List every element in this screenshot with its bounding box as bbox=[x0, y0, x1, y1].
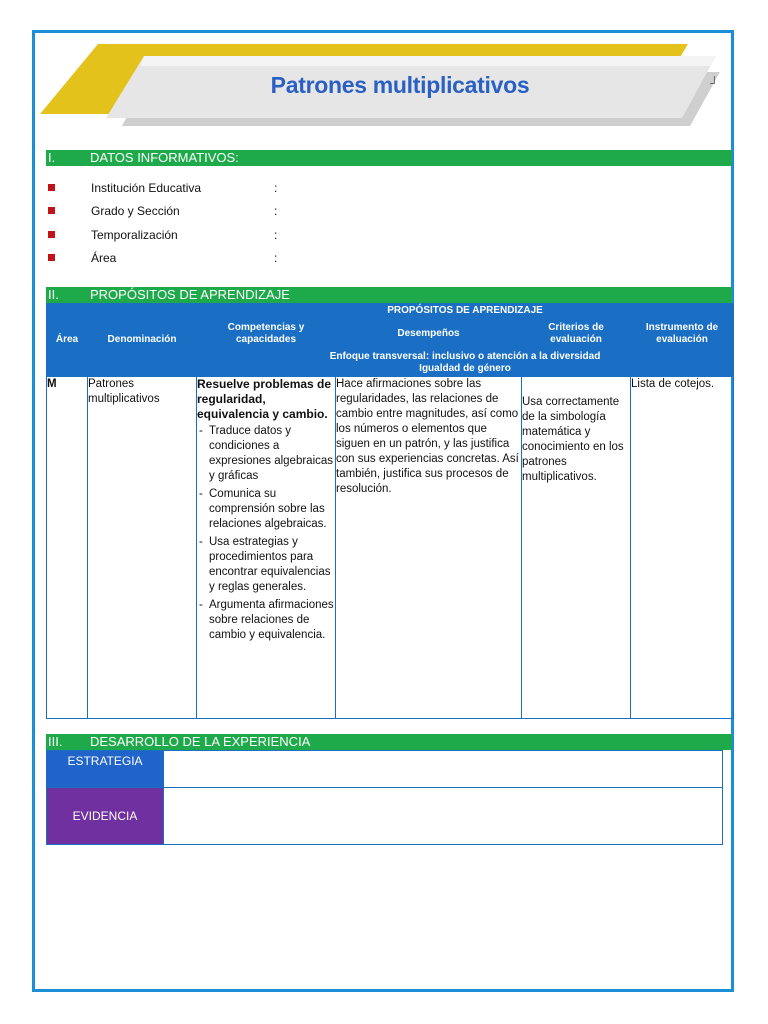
cell-competencias bbox=[197, 377, 336, 719]
section-number: III. bbox=[48, 734, 63, 749]
enfoque-line: Enfoque transversal: inclusivo o atención a la diversidad bbox=[329, 350, 601, 362]
info-colon: : bbox=[274, 251, 278, 265]
info-label: Institución Educativa bbox=[91, 181, 202, 195]
section-label: DATOS INFORMATIVOS: bbox=[90, 150, 239, 165]
cell-desempeno: Hace afirmaciones sobre las regularidades, las relaciones de cambio entre magnitudes, así como los números o elementos que siguen en un patrón, y las justifica con sus experiencias concretas. Así también, justifica sus procesos de resolución. bbox=[336, 377, 522, 719]
info-label: Grado y Sección bbox=[91, 204, 180, 218]
cell-denominacion: Patrones multiplicativos bbox=[88, 377, 197, 719]
page-title: Patrones multiplicativos bbox=[270, 72, 530, 98]
bullet-icon bbox=[48, 254, 55, 261]
section-header-datos bbox=[46, 150, 732, 166]
header-desempenos: Desempeños bbox=[336, 319, 522, 349]
desarrollo-table bbox=[46, 750, 723, 845]
estrategia-label: ESTRATEGIA bbox=[47, 751, 164, 788]
capacidades-list bbox=[197, 424, 335, 643]
competencia-title: Resuelve problemas de regularidad, equivalencia y cambio. bbox=[197, 377, 332, 421]
estrategia-field[interactable] bbox=[164, 751, 723, 788]
header-instrumento: Instrumento de evaluación bbox=[631, 319, 734, 349]
enfoque-line: Igualdad de género bbox=[419, 362, 511, 374]
cell-instrumento: Lista de cotejos. bbox=[631, 377, 734, 719]
enfoque-transversal bbox=[197, 349, 734, 377]
section-number: II. bbox=[48, 287, 59, 302]
info-colon: : bbox=[274, 228, 278, 242]
header-criterios: Criterios de evaluación bbox=[522, 319, 631, 349]
corner-mark: ┘ bbox=[710, 76, 719, 90]
propositos-table bbox=[46, 303, 734, 719]
cell-area: M bbox=[47, 377, 88, 719]
bullet-icon bbox=[48, 231, 55, 238]
list-item: - Usa estrategias y procedimientos para encontrar equivalencias y reglas generales. bbox=[197, 535, 335, 595]
info-colon: : bbox=[274, 204, 278, 218]
info-label: Temporalización bbox=[91, 228, 178, 242]
bullet-icon bbox=[48, 184, 55, 191]
section-header-desarrollo bbox=[46, 734, 732, 750]
header-propositos: PROPÓSITOS DE APRENDIZAJE bbox=[197, 304, 734, 319]
list-item: - Comunica su comprensión sobre las relaciones algebraicas. bbox=[197, 487, 335, 532]
bullet-icon bbox=[48, 207, 55, 214]
list-item: - Argumenta afirmaciones sobre relaciones de cambio y equivalencia. bbox=[197, 598, 335, 643]
list-item: - Traduce datos y condiciones a expresiones algebraicas y gráficas bbox=[197, 424, 335, 484]
evidencia-field[interactable] bbox=[164, 788, 723, 845]
header-area: Área bbox=[47, 304, 88, 377]
section-number: I. bbox=[48, 150, 56, 165]
info-colon: : bbox=[274, 181, 278, 195]
section-label: PROPÓSITOS DE APRENDIZAJE bbox=[90, 287, 290, 302]
header-competencias: Competencias y capacidades bbox=[197, 319, 336, 349]
evidencia-label: EVIDENCIA bbox=[47, 788, 164, 845]
section-label: DESARROLLO DE LA EXPERIENCIA bbox=[90, 734, 311, 749]
section-header-propositos bbox=[46, 287, 732, 303]
info-label: Área bbox=[91, 251, 117, 265]
cell-criterio: Usa correctamente de la simbología matemática y conocimiento en los patrones multiplicativos. bbox=[522, 377, 631, 719]
header-denominacion: Denominación bbox=[88, 304, 197, 377]
